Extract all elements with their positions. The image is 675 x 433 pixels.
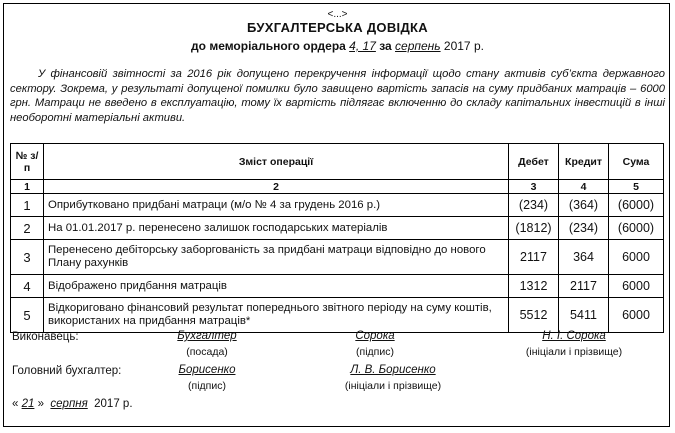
subtitle-middle: за bbox=[375, 39, 396, 53]
table-row bbox=[11, 275, 664, 298]
row-credit: (234) bbox=[559, 217, 609, 240]
column-number-row bbox=[11, 180, 664, 194]
header-sum: Сума bbox=[609, 144, 664, 180]
header-content: Зміст операції bbox=[44, 144, 509, 180]
row-sum: (6000) bbox=[609, 217, 664, 240]
row-credit: 364 bbox=[559, 240, 609, 275]
row-sum: 6000 bbox=[609, 240, 664, 275]
date-open-quote: « bbox=[12, 398, 19, 410]
document-date bbox=[12, 398, 133, 410]
date-year: 2017 р. bbox=[94, 398, 133, 410]
table-row bbox=[11, 298, 664, 333]
table-row bbox=[11, 194, 664, 217]
row-credit: 2117 bbox=[559, 275, 609, 298]
table-row bbox=[11, 240, 664, 275]
header-num: № з/п bbox=[11, 144, 44, 180]
table-header-row bbox=[11, 144, 664, 180]
row-number: 5 bbox=[11, 298, 44, 333]
executor-name-caption: (ініціали і прізвище) bbox=[525, 346, 623, 358]
column-number: 4 bbox=[559, 180, 609, 194]
order-numbers: 4, 17 bbox=[349, 39, 376, 53]
chief-name: Л. В. Борисенко bbox=[350, 364, 436, 376]
column-number: 2 bbox=[44, 180, 509, 194]
subtitle-suffix: 2017 р. bbox=[440, 39, 484, 53]
header-credit: Кредит bbox=[559, 144, 609, 180]
executor-label: Виконавець: bbox=[12, 331, 79, 343]
table-row bbox=[11, 217, 664, 240]
column-number: 5 bbox=[609, 180, 664, 194]
row-description: Відкориговано фінансовий результат попереднього звітного періоду на суму коштів, використаних на придбання матраців* bbox=[44, 298, 509, 333]
date-close-quote: » bbox=[37, 398, 45, 410]
row-debit: 2117 bbox=[509, 240, 559, 275]
chief-signature: Борисенко bbox=[178, 364, 236, 376]
document-subtitle bbox=[0, 39, 675, 53]
row-description: Оприбутковано придбані матраци (м/о № 4 за грудень 2016 р.) bbox=[44, 194, 509, 217]
chief-signature-caption: (підпис) bbox=[188, 380, 226, 392]
date-month: серпня bbox=[50, 398, 88, 410]
row-number: 2 bbox=[11, 217, 44, 240]
subtitle-prefix: до меморіального ордера bbox=[191, 39, 350, 53]
row-debit: 5512 bbox=[509, 298, 559, 333]
row-debit: 1312 bbox=[509, 275, 559, 298]
executor-signature: Сорока bbox=[355, 330, 395, 342]
executor-name: Н. І. Сорока bbox=[542, 330, 606, 342]
row-sum: 6000 bbox=[609, 298, 664, 333]
executor-signature-caption: (підпис) bbox=[356, 346, 394, 358]
chief-name-caption: (ініціали і прізвище) bbox=[344, 380, 442, 392]
row-credit: 5411 bbox=[559, 298, 609, 333]
row-number: 1 bbox=[11, 194, 44, 217]
row-number: 4 bbox=[11, 275, 44, 298]
row-number: 3 bbox=[11, 240, 44, 275]
row-debit: (1812) bbox=[509, 217, 559, 240]
operations-table bbox=[10, 143, 664, 333]
row-debit: (234) bbox=[509, 194, 559, 217]
row-credit: (364) bbox=[559, 194, 609, 217]
row-description: Відображено придбання матраців bbox=[44, 275, 509, 298]
executor-position-caption: (посада) bbox=[186, 346, 228, 358]
explanation-paragraph: У фінансовій звітності за 2016 рік допущено перекручення інформації щодо стану активів суб’єкта державного сектору. Зокрема, у результаті допущеної помилки було завищено вартість запасів на суму придбаних матраців – 6000 грн. Матраци не введено в експлуатацію, тому їх вартість підлягає включенню до складу капітальних інвестицій в інші необоротні матеріальні активи. bbox=[10, 68, 665, 124]
row-description: Перенесено дебіторську заборгованість за придбані матраци відповідно до нового Плану рахунків bbox=[44, 240, 509, 275]
row-sum: 6000 bbox=[609, 275, 664, 298]
executor-position: Бухгалтер bbox=[177, 330, 237, 342]
document-title: БУХГАЛТЕРСЬКА ДОВІДКА bbox=[247, 20, 428, 35]
column-number: 1 bbox=[11, 180, 44, 194]
column-number: 3 bbox=[509, 180, 559, 194]
date-day: 21 bbox=[21, 398, 35, 410]
chief-accountant-label: Головний бухгалтер: bbox=[12, 365, 122, 377]
header-debit: Дебет bbox=[509, 144, 559, 180]
row-sum: (6000) bbox=[609, 194, 664, 217]
row-description: На 01.01.2017 р. перенесено залишок господарських матеріалів bbox=[44, 217, 509, 240]
omission-mark: <...> bbox=[327, 9, 348, 20]
subtitle-month: серпень bbox=[395, 39, 441, 53]
